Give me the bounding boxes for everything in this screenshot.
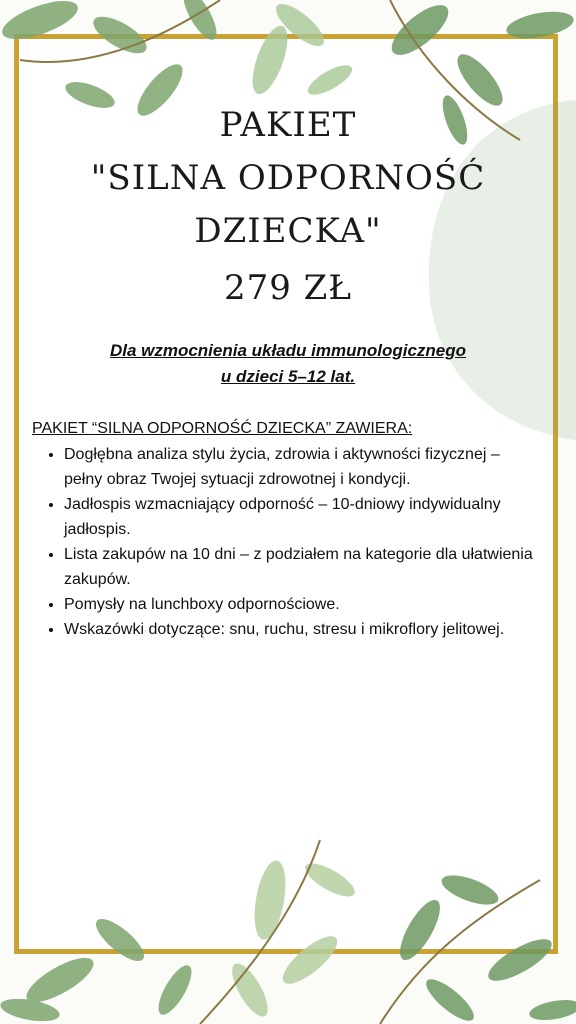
list-item: • Wskazówki dotyczące: snu, ruchu, stresu i mikroflory jelitowej. [64,617,542,642]
list-item: • Lista zakupów na 10 dni – z podziałem na kategorie dla ułatwienia zakupów. [64,542,542,592]
list-item: • Pomysły na lunchboxy odpornościowe. [64,592,542,617]
contents-heading: PAKIET “SILNA ODPORNOŚĆ DZIECKA” ZAWIERA: [32,420,413,437]
price-label: 279 ZŁ [223,268,353,308]
subtitle-line2: u dzieci 5–12 lat. [220,367,356,386]
page-title-line3: DZIECKA" [194,211,382,251]
list-item: • Dogłębna analiza stylu życia, zdrowia i aktywności fizycznej – pełny obraz Twojej sytuacji zdrowotnej i kondycji. [64,442,542,492]
page-title-line2: "SILNA ODPORNOŚĆ [90,158,486,198]
subtitle-line1: Dla wzmocnienia układu immunologicznego [109,341,467,360]
page-title-line1: PAKIET [219,105,357,145]
contents-list [32,442,542,642]
list-item: • Jadłospis wzmacniający odporność – 10-dniowy indywidualny jadłospis. [64,492,542,542]
package-contents [32,420,542,642]
